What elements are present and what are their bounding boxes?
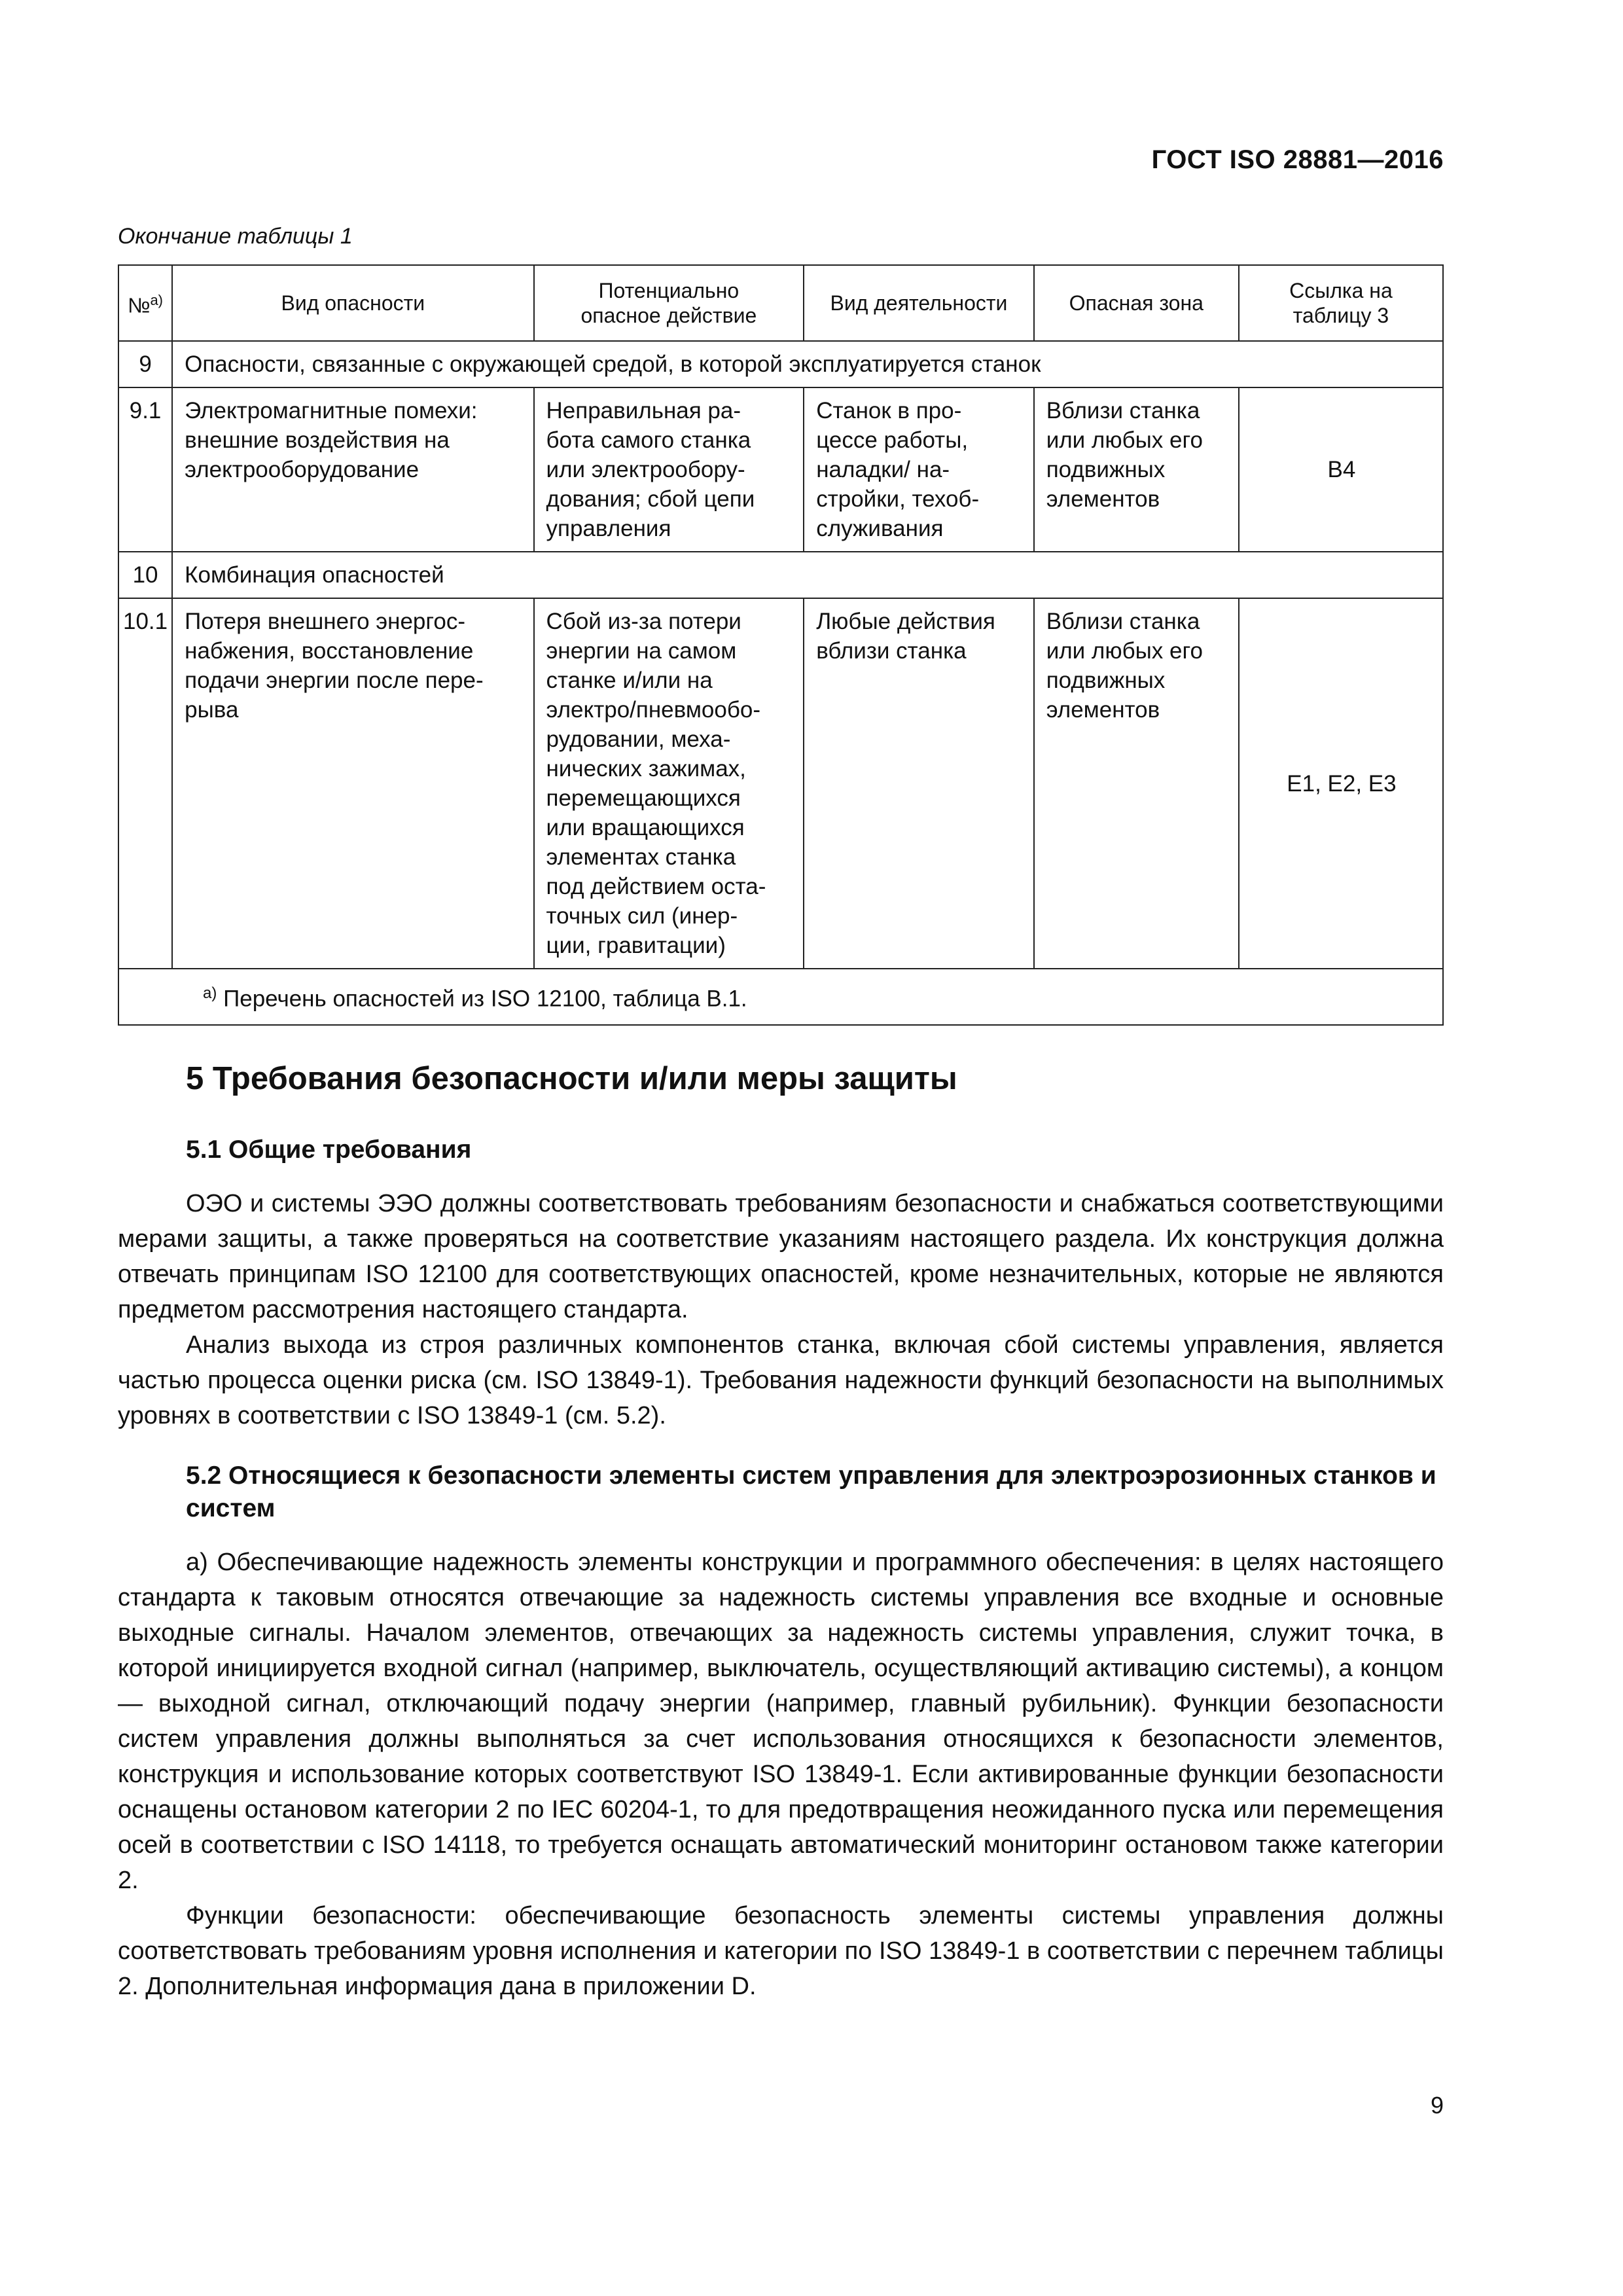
group-title: Опасности, связанные с окружающей средой, в которой эксплуатируется станок — [172, 341, 1443, 387]
table-caption: Окончание таблицы 1 — [118, 224, 353, 249]
header-num: №$^{а)}$ — [118, 265, 172, 341]
table-footnote-row — [118, 969, 1443, 1025]
subsection-title: 5.1 Общие требования — [186, 1136, 472, 1164]
paragraph: а) Обеспечивающие надежность элементы конструкции и программного обеспечения: в целях настоящего стандарта к таковым относятся отвечающие за надежность системы управления все входные и основные выходные сигналы. Началом элементов, отвечающих за надежность системы управления, служит точка, в которой инициируется входной сигнал (например, выключатель, осуществляющий активацию системы), а концом — выходной сигнал, отключающий подачу энергии (например, главный рубильник). Функции безопасности систем управления должны выполняться за счет использования относящихся к безопасности элементов, конструкция и использование которых соответствуют ISO 13849-1. Если активированные функции безопасности оснащены остановом категории 2 по IEC 60204-1, то для предотвращения неожиданного пуска или перемещения осей в соответствии с ISO 14118, то требуется оснащать автоматический мониторинг остановом также категории 2. — [118, 1549, 1444, 1894]
footnote-sup: а) — [203, 984, 217, 1002]
section-title: 5 Требования безопасности и/или меры защиты — [186, 1061, 957, 1096]
header-ref: Ссылка на таблицу 3 — [1239, 265, 1443, 341]
paragraph: Анализ выхода из строя различных компонентов станка, включая сбой системы управления, является частью процесса оценки риска (см. ISO 13849-1). Требования надежности функций безопасности на выполнимых уровнях в соответствии с ISO 13849-1 (см. 5.2). — [118, 1331, 1444, 1429]
row-action: Сбой из-за потери энергии на самом станке и/или на электро/пневмообо- рудовании, меха- нических зажимах, перемещающихся или вращающихся элементах станка под действием оста- точных сил (инер- ции, гравитации) — [534, 598, 804, 969]
footnote-text: Перечень опасностей из ISO 12100, таблица В.1. — [217, 986, 747, 1012]
row-num: 9.1 — [118, 387, 172, 552]
page-number: 9 — [1430, 2092, 1444, 2119]
row-zone: Вблизи станка или любых его подвижных элементов — [1034, 387, 1239, 552]
table-row — [118, 598, 1443, 969]
row-ref: В4 — [1239, 387, 1443, 552]
group-num: 9 — [118, 341, 172, 387]
document-code: ГОСТ ISO 28881—2016 — [1151, 145, 1444, 174]
paragraph: Функции безопасности: обеспечивающие безопасность элементы системы управления должны соответствовать требованиям уровня исполнения и категории по ISO 13849-1 в соответствии с перечнем таблицы 2. Дополнительная информация дана в приложении D. — [118, 1902, 1444, 2000]
row-activity: Любые действия вблизи станка — [804, 598, 1033, 969]
header-num-sup: а) — [150, 292, 163, 309]
table-row — [118, 341, 1443, 387]
table-header-row — [118, 265, 1443, 341]
group-title: Комбинация опасностей — [172, 552, 1443, 598]
row-zone: Вблизи станка или любых его подвижных элементов — [1034, 598, 1239, 969]
paragraph: ОЭО и системы ЭЭО должны соответствовать требованиям безопасности и снабжаться соответствующими мерами защиты, а также проверяться на соответствие указаниям настоящего раздела. Их конструкция должна отвечать принципам ISO 12100 для соответствующих опасностей, кроме незначительных, которые не являются предметом рассмотрения настоящего стандарта. — [118, 1190, 1444, 1323]
row-hazard: Электромагнитные помехи: внешние воздействия на электрооборудование — [172, 387, 533, 552]
row-action: Неправильная ра- бота самого станка или электрообору- дования; сбой цепи управления — [534, 387, 804, 552]
header-danger-zone: Опасная зона — [1034, 265, 1239, 341]
subsection-title: 5.2 Относящиеся к безопасности элементы систем управления для электроэрозионных станков и систем — [186, 1462, 1436, 1522]
table-row — [118, 552, 1443, 598]
group-num: 10 — [118, 552, 172, 598]
table-row — [118, 387, 1443, 552]
row-num: 10.1 — [118, 598, 172, 969]
row-activity: Станок в про- цессе работы, наладки/ на- стройки, техоб- служивания — [804, 387, 1033, 552]
row-hazard: Потеря внешнего энергос- набжения, восстановление подачи энергии после пере- рыва — [172, 598, 533, 969]
hazard-table — [118, 264, 1444, 1026]
header-potential-action: Потенциально опасное действие — [534, 265, 804, 341]
header-hazard-type: Вид опасности — [172, 265, 533, 341]
table-footnote — [118, 969, 1443, 1025]
header-activity: Вид деятельности — [804, 265, 1033, 341]
row-ref: Е1, Е2, Е3 — [1239, 598, 1443, 969]
section-content — [118, 1060, 1444, 2004]
